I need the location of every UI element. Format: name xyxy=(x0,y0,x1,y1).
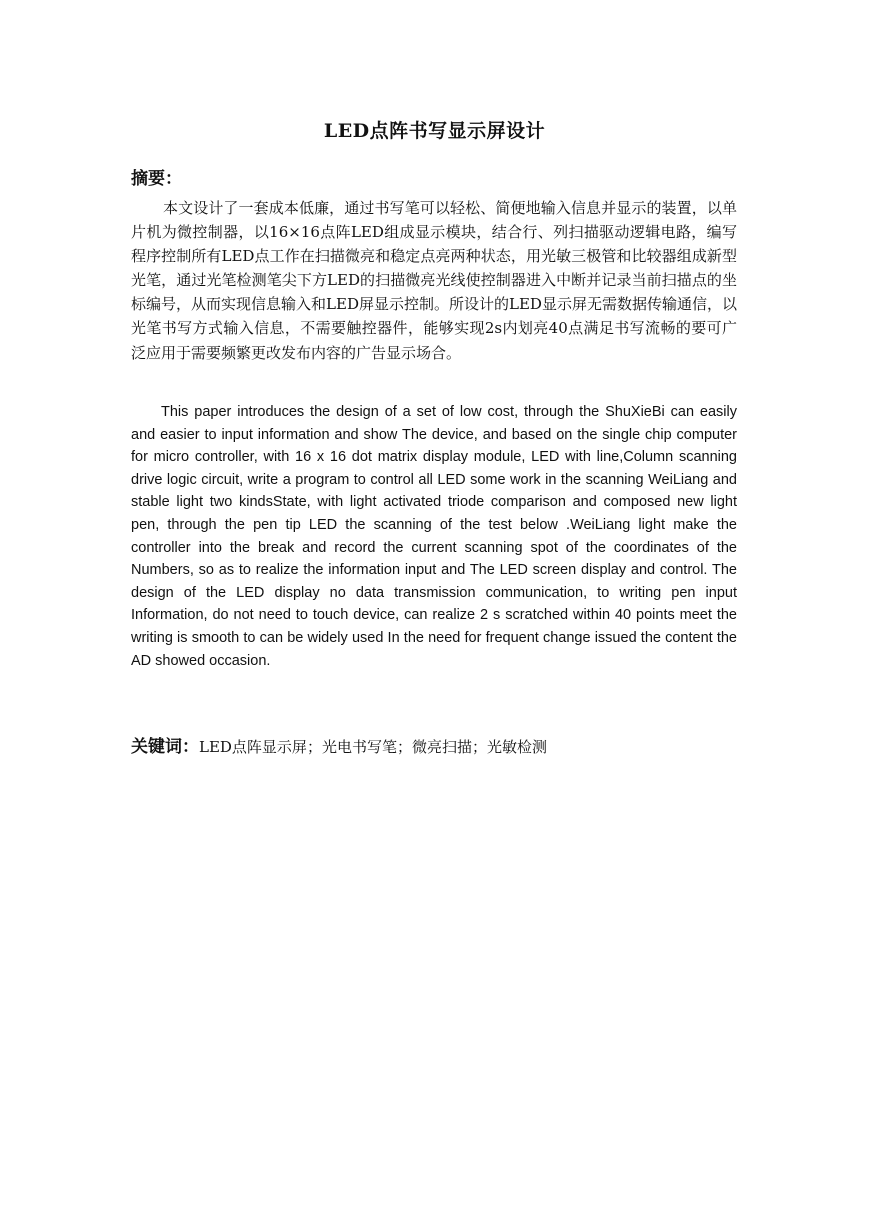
abstract-english-paragraph: This paper introduces the design of a set of low cost, through the ShuXieBi can easily and easier to input information and show The device, and based on the single chip computer for micro controller, with 16 x 16 dot matrix display module, LED with line,Column scanning drive logic circuit, write a program to control all LED some work in the scanning WeiLiang and stable light two kindsState, with light activated triode comparison and composed new light pen, through the pen tip LED the scanning of the test below .WeiLiang light make the controller into the break and record the current scanning spot of the coordinates of the Numbers, so as to realize the information input and The LED screen display and control. The design of the LED display no data transmission communication, to writing pen input Information, do not need to touch device, can realize 2 s scratched within 40 points meet the writing is smooth to can be widely used In the need for frequent change issued the content the AD showed occasion. xyxy=(131,404,737,669)
abstract-heading: 摘要： xyxy=(131,169,182,189)
keywords-text: LED点阵显示屏；光电书写笔；微亮扫描；光敏检测 xyxy=(199,738,547,756)
keywords-label: 关键词： xyxy=(131,737,199,757)
keywords-line xyxy=(131,732,737,757)
abstract-chinese-paragraph: 本文设计了一套成本低廉，通过书写笔可以轻松、简便地输入信息并显示的装置，以单片机为微控制器，以16×16点阵LED组成显示模块，结合行、列扫描驱动逻辑电路，编写程序控制所有LED点工作在扫描微亮和稳定点亮两种状态，用光敏三极管和比较器组成新型光笔，通过光笔检测笔尖下方LED的扫描微亮光线使控制器进入中断并记录当前扫描点的坐标编号，从而实现信息输入和LED屏显示控制。所设计的LED显示屏无需数据传输通信，以光笔书写方式输入信息，不需要触控器件，能够实现2s内划亮40点满足书写流畅的要可广泛应用于需要频繁更改发布内容的广告显示场合。 xyxy=(131,199,737,362)
document-title: LED点阵书写显示屏设计 xyxy=(323,120,546,142)
